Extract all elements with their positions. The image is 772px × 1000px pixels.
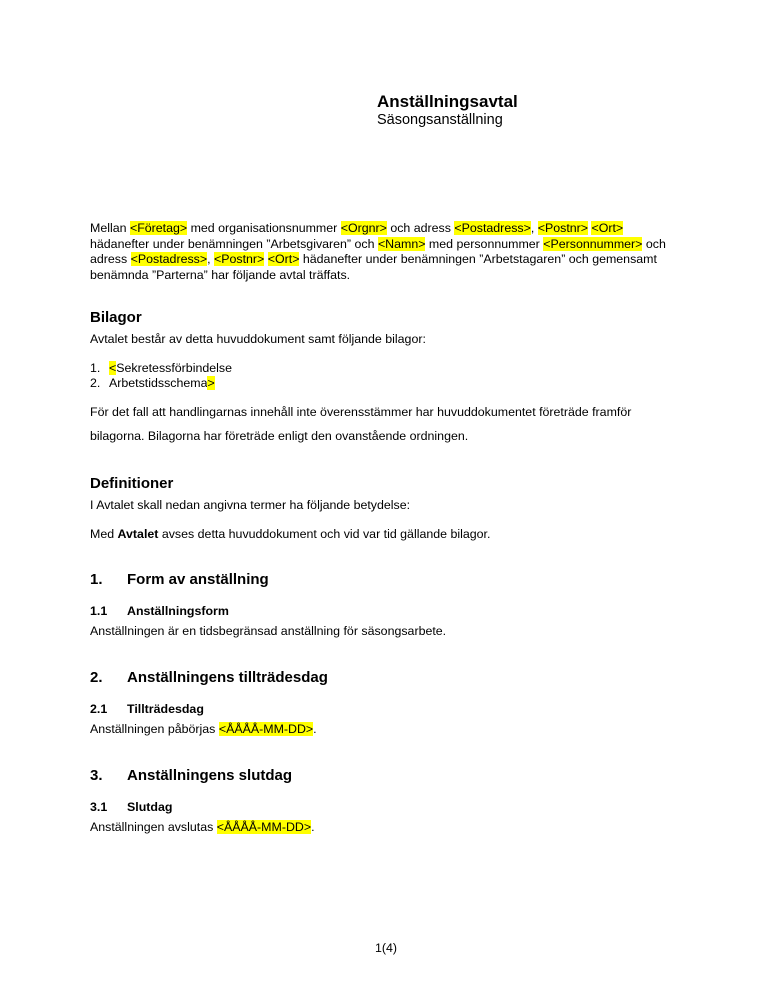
section-body — [90, 820, 690, 836]
section-body-text: Anställningen är en tidsbegränsad anställning för säsongsarbete. — [90, 624, 447, 638]
intro-paragraph — [90, 221, 690, 283]
section-body — [90, 624, 690, 640]
section-body-text: Anställningen påbörjas — [90, 722, 219, 736]
placeholder-ort: <Ort> — [591, 221, 624, 235]
list-item — [90, 361, 232, 375]
page-number: 1(4) — [374, 941, 398, 955]
heading-definitioner: Definitioner — [90, 475, 174, 492]
section-title: Anställningens slutdag — [127, 767, 293, 784]
placeholder-bracket: > — [207, 376, 215, 390]
subsection-number: 3.1 — [90, 800, 108, 814]
placeholder-date: <ÅÅÅÅ-MM-DD> — [216, 820, 312, 834]
list-item — [90, 376, 215, 390]
subsection-title: Anställningsform — [127, 604, 229, 618]
section-body — [90, 722, 690, 738]
intro-text: och adress — [386, 221, 455, 235]
document-title: Anställningsavtal — [377, 92, 518, 111]
intro-text: , — [207, 252, 214, 266]
intro-text: med organisationsnummer — [187, 221, 341, 235]
section-body-text: . — [313, 722, 317, 736]
intro-text: hädanefter under benämningen ”Arbetsgivaren” och — [90, 236, 378, 251]
placeholder-postadress: <Postadress> — [454, 221, 531, 235]
section-title: Form av anställning — [127, 571, 269, 588]
intro-text: Mellan — [90, 221, 130, 235]
placeholder-orgnr: <Orgnr> — [340, 221, 387, 235]
placeholder-ort: <Ort> — [267, 252, 300, 266]
bilagor-lead: Avtalet består av detta huvuddokument samt följande bilagor: — [90, 332, 426, 346]
subsection-number: 1.1 — [90, 604, 108, 618]
heading-bilagor: Bilagor — [90, 309, 142, 326]
list-number: 1. — [90, 361, 101, 375]
section-number: 3. — [90, 767, 103, 784]
placeholder-postnr: <Postnr> — [214, 252, 265, 266]
placeholder-postadress: <Postadress> — [130, 252, 208, 266]
placeholder-date: <ÅÅÅÅ-MM-DD> — [218, 722, 314, 736]
definition-text: Med — [90, 527, 118, 541]
section-title: Anställningens tillträdesdag — [127, 669, 328, 686]
intro-text: med personnummer — [425, 236, 544, 251]
placeholder-namn: <Namn> — [377, 236, 426, 251]
definition-term: Avtalet — [117, 527, 159, 541]
list-text: Arbetstidsschema — [109, 376, 208, 390]
intro-text: , — [530, 221, 538, 235]
definition-text: avses detta huvuddokument och vid var tid gällande bilagor. — [158, 527, 491, 541]
bilagor-precedence-line2: bilagorna. Bilagorna har företräde enligt den ovanstående ordningen. — [90, 429, 469, 443]
document-subtitle: Säsongsanställning — [377, 112, 503, 128]
section-body-text: Anställningen avslutas — [90, 820, 217, 834]
placeholder-personnummer: <Personnummer> — [543, 236, 643, 251]
subsection-title: Tillträdesdag — [127, 702, 204, 716]
placeholder-company: <Företag> — [129, 221, 188, 235]
list-text: Sekretessförbindelse — [116, 361, 232, 375]
definitioner-lead: I Avtalet skall nedan angivna termer ha följande betydelse: — [90, 498, 411, 512]
subsection-number: 2.1 — [90, 702, 108, 716]
bilagor-precedence-line1: För det fall att handlingarnas innehåll inte överensstämmer har huvuddokumentet företräde framför — [90, 405, 632, 419]
list-number: 2. — [90, 376, 101, 390]
section-body-text: . — [311, 820, 315, 834]
definition-avtalet — [90, 527, 690, 543]
section-number: 1. — [90, 571, 103, 588]
placeholder-postnr: <Postnr> — [537, 221, 589, 235]
intro-text: och adress — [90, 236, 666, 266]
section-number: 2. — [90, 669, 103, 686]
subsection-title: Slutdag — [127, 800, 173, 814]
intro-text: hädanefter under benämningen ”Arbetstagaren” och gemensamt benämnda ”Parterna” har följande avtal träffats. — [90, 252, 657, 282]
placeholder-bracket: < — [109, 361, 117, 375]
